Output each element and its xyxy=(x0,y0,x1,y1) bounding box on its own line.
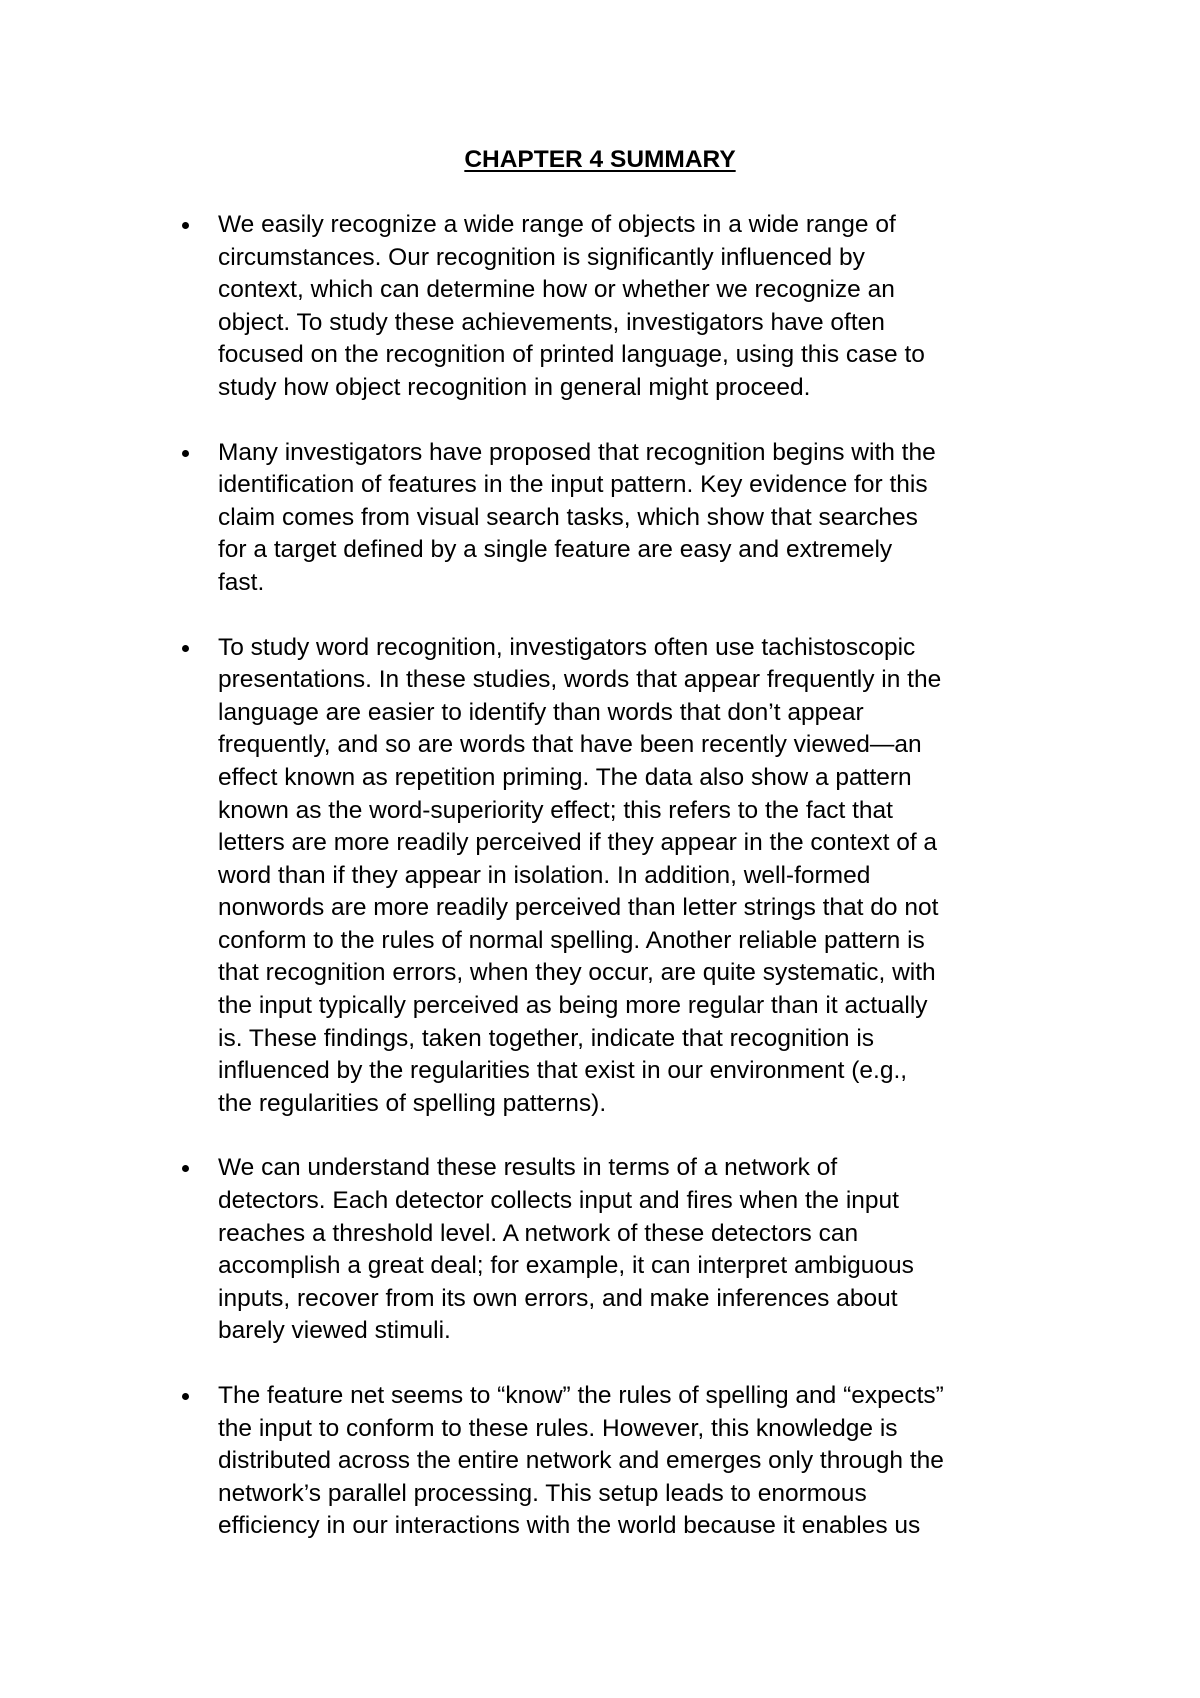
text-line: context, which can determine how or whether we recognize an xyxy=(218,276,895,304)
summary-bullet-text xyxy=(218,209,1068,405)
text-line: We easily recognize a wide range of objects in a wide range of xyxy=(218,211,896,238)
text-line: the input to conform to these rules. However, this knowledge is xyxy=(218,1414,898,1442)
text-line: accomplish a great deal; for example, it can interpret ambiguous xyxy=(218,1252,914,1280)
text-line: identification of features in the input pattern. Key evidence for this xyxy=(218,471,928,499)
summary-bullet-list xyxy=(0,209,1200,1575)
summary-bullet-text xyxy=(218,1380,1068,1543)
bullet-dot-icon xyxy=(182,1393,189,1400)
summary-bullet-text xyxy=(218,1152,1068,1348)
summary-bullet-text xyxy=(218,632,1068,1121)
text-line: conform to the rules of normal spelling. Another reliable pattern is xyxy=(218,926,925,954)
text-line: claim comes from visual search tasks, which show that searches xyxy=(218,503,918,531)
text-line: presentations. In these studies, words that appear frequently in the xyxy=(218,666,942,694)
summary-bullet-text xyxy=(218,437,1068,600)
text-line: object. To study these achievements, investigators have often xyxy=(218,308,885,336)
text-line: the regularities of spelling patterns). xyxy=(218,1089,607,1117)
text-line: reaches a threshold level. A network of these detectors can xyxy=(218,1219,859,1247)
text-line: language are easier to identify than words that don’t appear xyxy=(218,698,864,726)
text-line: for a target defined by a single feature are easy and extremely xyxy=(218,536,893,564)
chapter-title-text: CHAPTER 4 SUMMARY xyxy=(464,146,736,173)
text-line: study how object recognition in general might proceed. xyxy=(218,373,811,401)
text-line: distributed across the entire network and emerges only through the xyxy=(218,1447,944,1475)
text-line: detectors. Each detector collects input and fires when the input xyxy=(218,1187,899,1215)
text-line: circumstances. Our recognition is significantly influenced by xyxy=(218,243,865,271)
text-line: Many investigators have proposed that recognition begins with the xyxy=(218,438,936,466)
text-line: is. These findings, taken together, indicate that recognition is xyxy=(218,1024,875,1052)
bullet-dot-icon xyxy=(182,645,189,652)
text-line: influenced by the regularities that exist in our environment (e.g., xyxy=(218,1057,908,1085)
text-line: inputs, recover from its own errors, and make inferences about xyxy=(218,1284,898,1312)
summary-bullet-4 xyxy=(0,1152,1200,1348)
text-line: fast. xyxy=(218,568,265,596)
bullet-dot-icon xyxy=(182,1165,189,1172)
summary-bullet-1 xyxy=(0,209,1200,405)
summary-bullet-3 xyxy=(0,632,1200,1121)
text-line: barely viewed stimuli. xyxy=(218,1317,451,1345)
text-line: letters are more readily perceived if they appear in the context of a xyxy=(218,829,938,857)
text-line: frequently, and so are words that have been recently viewed—an xyxy=(218,731,922,759)
text-line: The feature net seems to “know” the rules of spelling and “expects” xyxy=(218,1382,944,1409)
text-line: To study word recognition, investigators often use tachistoscopic xyxy=(218,633,916,661)
bullet-dot-icon xyxy=(182,222,189,229)
text-line: network’s parallel processing. This setup leads to enormous xyxy=(218,1479,867,1507)
text-line: word than if they appear in isolation. In addition, well-formed xyxy=(218,861,871,889)
text-line: known as the word-superiority effect; this refers to the fact that xyxy=(218,796,893,824)
text-line: the input typically perceived as being more regular than it actually xyxy=(218,992,928,1020)
summary-bullet-2 xyxy=(0,437,1200,600)
text-line: efficiency in our interactions with the world because it enables us xyxy=(218,1512,921,1540)
text-line: We can understand these results in terms of a network of xyxy=(218,1154,838,1182)
bullet-dot-icon xyxy=(182,450,189,457)
text-line: effect known as repetition priming. The data also show a pattern xyxy=(218,763,912,791)
text-line: focused on the recognition of printed language, using this case to xyxy=(218,341,925,369)
text-line: nonwords are more readily perceived than letter strings that do not xyxy=(218,894,939,922)
summary-bullet-5 xyxy=(0,1380,1200,1543)
text-line: that recognition errors, when they occur, are quite systematic, with xyxy=(218,959,936,987)
chapter-title xyxy=(0,144,1200,176)
